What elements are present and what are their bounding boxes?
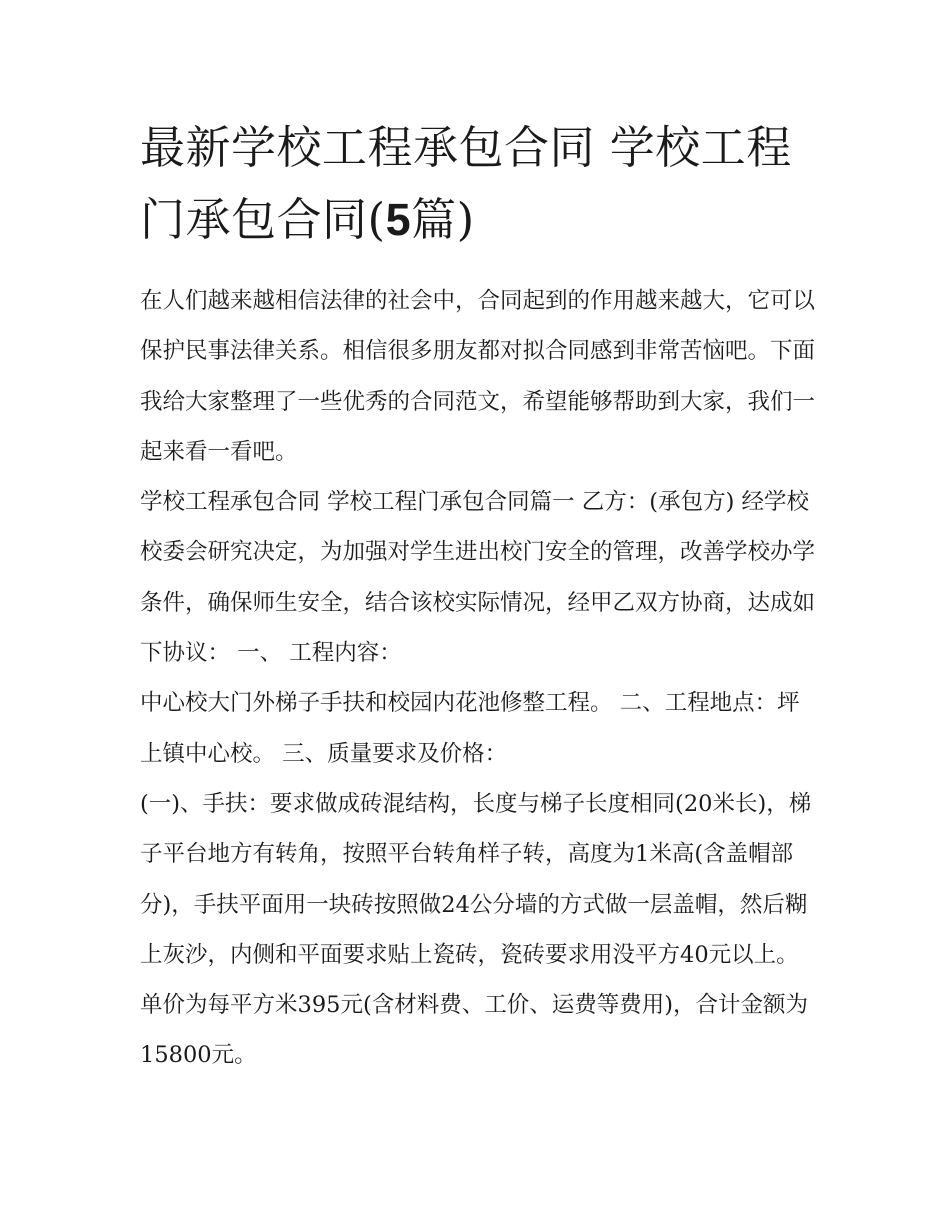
paragraph-handrail-spec: (一)、手扶：要求做成砖混结构，长度与梯子长度相同(20米长)，梯子平台地方有转角，按照平台转角样子转，高度为1米高(含盖帽部分)，手扶平面用一块砖按照做24公分墙的方式做一层盖帽，然后糊上灰沙，内侧和平面要求贴上瓷砖，瓷砖要求用没平方40元以上。单价为每平方米395元(含材料费、工价、运费等费用)，合计金额为15800元。	[140, 790, 812, 1069]
paragraph-intro: 在人们越来越相信法律的社会中，合同起到的作用越来越大，它可以保护民事法律关系。相信很多朋友都对拟合同感到非常苦恼吧。下面我给大家整理了一些优秀的合同范文，希望能够帮助到大家，我们一起来看一看吧。	[140, 288, 816, 465]
paragraph-project-location: 中心校大门外梯子手扶和校园内花池修整工程。 二、工程地点：坪上镇中心校。 三、质量要求及价格：	[140, 690, 800, 767]
title-text: 最新学校工程承包合同 学校工程门承包合同(	[140, 121, 792, 246]
paragraph-contract-intro: 学校工程承包合同 学校工程门承包合同篇一 乙方：(承包方) 经学校校委会研究决定，为加强对学生进出校门安全的管理，改善学校办学条件，确保师生安全，结合该校实际情况，经甲乙双方协商，达成如下协议： 一、 工程内容：	[140, 489, 816, 667]
title-text-end: 篇)	[411, 193, 475, 246]
document-body	[140, 276, 820, 1081]
title-count: 5	[385, 194, 412, 245]
document-title	[140, 112, 820, 256]
